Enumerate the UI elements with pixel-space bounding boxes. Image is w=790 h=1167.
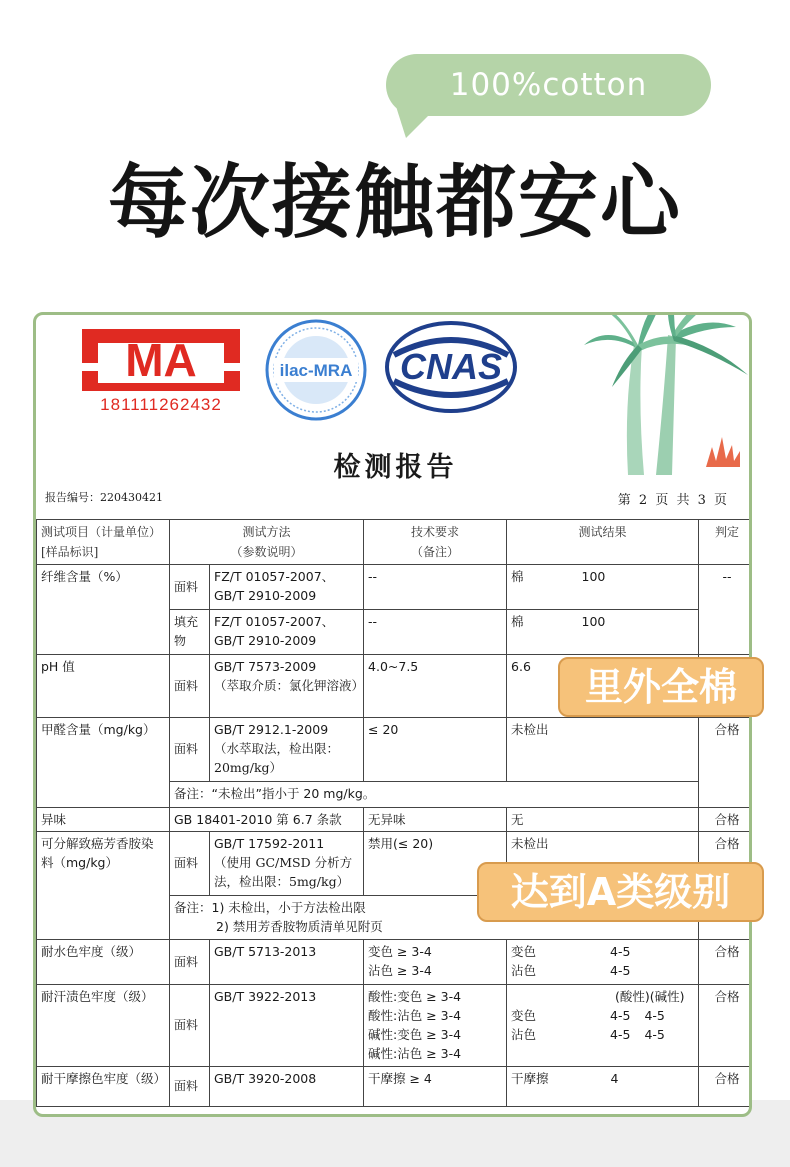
row-result (507, 1067, 699, 1107)
result-value: 100 (581, 614, 606, 629)
row-requirement (364, 985, 507, 1067)
cma-number: 181111262432 (100, 395, 222, 413)
header-item: 测试项目（计量单位） (41, 525, 162, 539)
result-value: 4 (610, 1071, 619, 1086)
bubble-text: 100%cotton (449, 67, 648, 103)
result-acid: 4-5 (610, 1008, 631, 1023)
result-name: 沾色 (511, 963, 537, 978)
result-name: 干摩擦 (511, 1071, 549, 1086)
row-method: FZ/T 01057-2007、GB/T 2910-2009 (210, 610, 364, 655)
result-line (511, 961, 694, 980)
row-item-water: 耐水色牢度（级） (37, 940, 170, 985)
row-note: 备注：“未检出”指小于 20 mg/kg。 (170, 782, 699, 808)
method-note: （萃取介质：氯化钾溶液） (214, 678, 365, 693)
table-row (37, 985, 753, 1067)
result-value: 100 (581, 569, 606, 584)
row-result: 未检出 (507, 718, 699, 782)
result-name: 变色 (511, 1008, 537, 1023)
result-name: 沾色 (511, 1027, 537, 1042)
page-indicator: 第 2 页 共 3 页 (617, 493, 729, 508)
row-verdict: 合格 (699, 808, 752, 832)
note-line-2: 2) 禁用芳香胺物质清单见附页 (216, 919, 383, 934)
table-row (37, 1067, 753, 1107)
row-method: GB 18401-2010 第 6.7 条款 (170, 808, 364, 832)
row-method: GB/T 5713-2013 (210, 940, 364, 985)
row-requirement: -- (364, 565, 507, 610)
req-line: 酸性:沾色 ≥ 3-4 (368, 1008, 462, 1023)
cma-letters: MA (125, 334, 197, 386)
row-requirement: -- (364, 610, 507, 655)
row-method: GB/T 3920-2008 (210, 1067, 364, 1107)
row-method (210, 718, 364, 782)
row-sub: 面料 (170, 718, 210, 782)
row-method (210, 832, 364, 896)
result-subheader: (酸性)(碱性) (615, 989, 685, 1004)
row-item-rub: 耐干摩擦色牢度（级） (37, 1067, 170, 1107)
header-result: 测试结果 (507, 520, 699, 565)
result-line (511, 1006, 694, 1025)
req-line: 碱性:沾色 ≥ 3-4 (368, 1046, 462, 1061)
row-verdict: 合格 (699, 718, 752, 808)
method-standard: GB/T 17592-2011 (214, 836, 325, 851)
row-verdict: 合格 (699, 940, 752, 985)
header-method-sub: （参数说明） (230, 545, 303, 559)
row-item-odor: 异味 (37, 808, 170, 832)
header-requirement: 技术要求 (411, 525, 460, 539)
row-requirement: 无异味 (364, 808, 507, 832)
row-verdict: -- (699, 565, 752, 655)
table-row (37, 565, 753, 610)
row-sub: 填充物 (170, 610, 210, 655)
row-result: 无 (507, 808, 699, 832)
row-sub: 面料 (170, 940, 210, 985)
row-result (507, 565, 699, 610)
result-name: 棉 (511, 614, 524, 629)
ilac-mra-logo-icon (264, 318, 368, 422)
result-alkaline: 4-5 (644, 1008, 665, 1023)
row-method (210, 655, 364, 718)
class-a-grade-tag: 达到A类级别 (477, 862, 764, 922)
row-method: GB/T 3922-2013 (210, 985, 364, 1067)
row-sub: 面料 (170, 832, 210, 896)
row-requirement: 4.0~7.5 (364, 655, 507, 718)
cnas-text: CNAS (399, 346, 503, 387)
req-line: 沾色 ≥ 3-4 (368, 963, 432, 978)
req-line: 碱性:变色 ≥ 3-4 (368, 1027, 462, 1042)
row-item-amine: 可分解致癌芳香胺染料（mg/kg） (37, 832, 170, 940)
test-results-table (36, 519, 752, 1107)
table-row (37, 808, 753, 832)
row-sub: 面料 (170, 985, 210, 1067)
row-item-formaldehyde: 甲醛含量（mg/kg） (37, 718, 170, 808)
cnas-logo-icon (384, 321, 519, 413)
row-sub: 面料 (170, 655, 210, 718)
row-sub: 面料 (170, 565, 210, 610)
result-name: 棉 (511, 569, 524, 584)
row-item-ph: pH 值 (37, 655, 170, 718)
result-alkaline: 4-5 (644, 1027, 665, 1042)
headline: 每次接触都安心 (108, 156, 682, 249)
method-standard: GB/T 2912.1-2009 (214, 722, 329, 737)
req-line: 酸性:变色 ≥ 3-4 (368, 989, 462, 1004)
speech-bubble-tail (394, 100, 444, 138)
table-header-row (37, 520, 753, 565)
header-verdict: 判定 (699, 520, 752, 565)
row-result: 未检出 (507, 832, 699, 896)
row-requirement: 干摩擦 ≥ 4 (364, 1067, 507, 1107)
result-name: 变色 (511, 944, 537, 959)
row-requirement: ≤ 20 (364, 718, 507, 782)
table-row (37, 940, 753, 985)
row-verdict: 合格 (699, 1067, 752, 1107)
cotton-inside-out-tag: 里外全棉 (558, 657, 764, 717)
table-row (37, 718, 753, 782)
row-result (507, 940, 699, 985)
result-acid: 4-5 (610, 1027, 631, 1042)
header-item-sub: [样品标识] (41, 545, 99, 559)
result-value: 4-5 (610, 944, 631, 959)
header-method: 测试方法 (242, 525, 291, 539)
row-result: 6.6 (507, 655, 699, 718)
row-sub: 面料 (170, 1067, 210, 1107)
method-note: （水萃取法，检出限：20mg/kg） (214, 741, 340, 775)
req-line: 变色 ≥ 3-4 (368, 944, 432, 959)
ilac-text: ilac-MRA (279, 361, 353, 380)
result-value: 4-5 (610, 963, 631, 978)
row-requirement: 禁用(≤ 20) (364, 832, 507, 896)
row-verdict: 合格 (699, 985, 752, 1067)
row-item-sweat: 耐汗渍色牢度（级） (37, 985, 170, 1067)
row-method: FZ/T 01057-2007、GB/T 2910-2009 (210, 565, 364, 610)
report-title: 检测报告 (333, 452, 458, 483)
row-result (507, 985, 699, 1067)
row-requirement (364, 940, 507, 985)
method-standard: GB/T 7573-2009 (214, 659, 317, 674)
result-line (511, 942, 694, 961)
cma-logo-icon (76, 321, 246, 413)
row-verdict: 合格 (699, 832, 752, 940)
row-item-fiber: 纤维含量（%） (37, 565, 170, 655)
note-line-1: 备注：1) 未检出，小于方法检出限 (174, 900, 366, 915)
header-requirement-sub: （备注） (411, 545, 460, 559)
row-result (507, 610, 699, 655)
result-line (511, 1025, 694, 1044)
report-number: 报告编号：220430421 (45, 491, 163, 504)
method-note: （使用 GC/MSD 分析方法，检出限：5mg/kg） (214, 855, 353, 889)
